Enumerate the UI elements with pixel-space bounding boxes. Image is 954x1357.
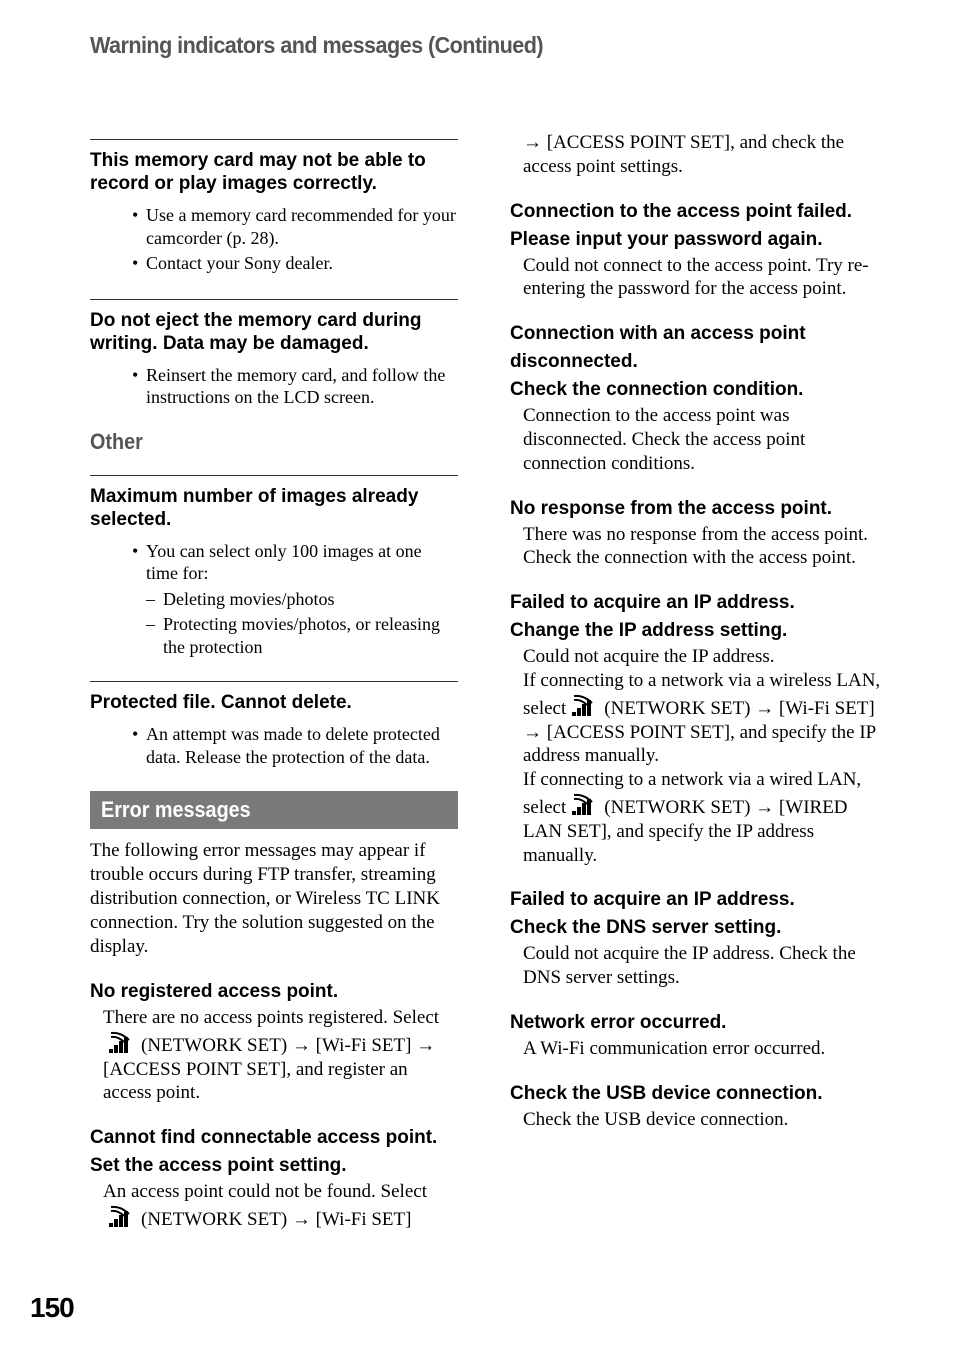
list-item: – Deleting movies/photos [146, 588, 335, 609]
cannot-find-subtitle: Set the access point setting. [90, 1155, 347, 1177]
bullet-icon: • [132, 540, 139, 561]
network-set-icon [107, 1030, 135, 1054]
list-item: • Reinsert the memory card, and follow the instructions on the LCD screen. [132, 364, 446, 407]
ip-fail-wired: If connecting to a network via a wired LAN, select (NETWORK SET) → [WIRED LAN SET], and specify the IP address manually. [523, 769, 862, 866]
ip-dns-subtitle: Check the DNS server setting. [510, 917, 782, 939]
ip-fail-title: Failed to acquire an IP address. [510, 592, 795, 614]
divider [90, 299, 458, 300]
divider [90, 475, 458, 476]
left-column [90, 139, 458, 1232]
bullet-icon: • [132, 205, 139, 225]
bullet-icon: • [132, 724, 139, 744]
list-item: • An attempt was made to delete protected data. Release the protection of the data. [132, 724, 440, 767]
conn-failed-text: Could not connect to the access point. Try re-entering the password for the access point. [523, 254, 869, 300]
bullet-icon: • [132, 253, 139, 273]
cannot-find-text: An access point could not be found. Select(NETWORK SET) → [Wi-Fi SET] [103, 1181, 427, 1230]
ip-fail-line: Could not acquire the IP address. [523, 646, 775, 668]
continued-text: → [ACCESS POINT SET], and check the access point settings. [523, 132, 845, 177]
disconnected-subtitle: Check the connection condition. [510, 379, 804, 401]
right-column [510, 131, 882, 1132]
error-messages-banner: Error messages [90, 791, 458, 829]
bullet-icon: • [132, 364, 139, 385]
network-set-icon [570, 792, 598, 816]
divider [90, 139, 458, 140]
other-heading: Other [90, 428, 143, 454]
max-images-title: Maximum number of images already selected. [90, 485, 419, 530]
ip-fail-wireless: If connecting to a network via a wireless LAN, select (NETWORK SET) → [Wi-Fi SET] → [ACCESS POINT SET], and specify the IP address manually. [523, 669, 881, 767]
divider [90, 681, 458, 682]
disconnected-title: Connection with an access point disconnected. [510, 323, 806, 373]
network-set-icon [570, 693, 598, 717]
network-set-icon [107, 1204, 135, 1228]
disconnected-text: Connection to the access point was disconnected. Check the access point connection conditions. [523, 405, 806, 474]
page-number: 150 [30, 1292, 74, 1323]
list-item: – Protecting movies/photos, or releasing the protection [146, 614, 440, 657]
list-item: • Contact your Sony dealer. [132, 253, 333, 273]
intro-text: The following error messages may appear if trouble occurs during FTP transfer, streaming distribution connection, or Wireless TC LINK connection. Try the solution suggested on the display. [90, 840, 440, 957]
list-item: • You can select only 100 images at one time for: [132, 540, 422, 583]
ip-fail-subtitle: Change the IP address setting. [510, 620, 788, 642]
ip-dns-title: Failed to acquire an IP address. [510, 889, 795, 911]
no-registered-text: There are no access points registered. Select(NETWORK SET) → [Wi-Fi SET] → [ACCESS POINT SET], and register an access point. [103, 1007, 440, 1104]
no-response-title: No response from the access point. [510, 497, 833, 519]
cannot-find-title: Cannot find connectable access point. [90, 1127, 438, 1149]
network-error-title: Network error occurred. [510, 1011, 727, 1033]
memcard-warning-title: This memory card may not be able to record or play images correctly. [90, 150, 426, 194]
no-response-text: There was no response from the access point. Check the connection with the access point. [523, 523, 869, 569]
usb-title: Check the USB device connection. [510, 1082, 823, 1104]
conn-failed-subtitle: Please input your password again. [510, 228, 823, 250]
eject-warning-title: Do not eject the memory card during writing. Data may be damaged. [90, 309, 422, 354]
network-error-text: A Wi-Fi communication error occurred. [523, 1037, 826, 1059]
usb-text: Check the USB device connection. [523, 1108, 789, 1130]
page-header: Warning indicators and messages (Continued) [90, 32, 544, 58]
conn-failed-title: Connection to the access point failed. [510, 200, 853, 222]
ip-dns-text: Could not acquire the IP address. Check the DNS server settings. [523, 943, 856, 989]
list-item: • Use a memory card recommended for your camcorder (p. 28). [132, 205, 456, 248]
no-registered-title: No registered access point. [90, 981, 339, 1002]
protected-title: Protected file. Cannot delete. [90, 692, 352, 713]
